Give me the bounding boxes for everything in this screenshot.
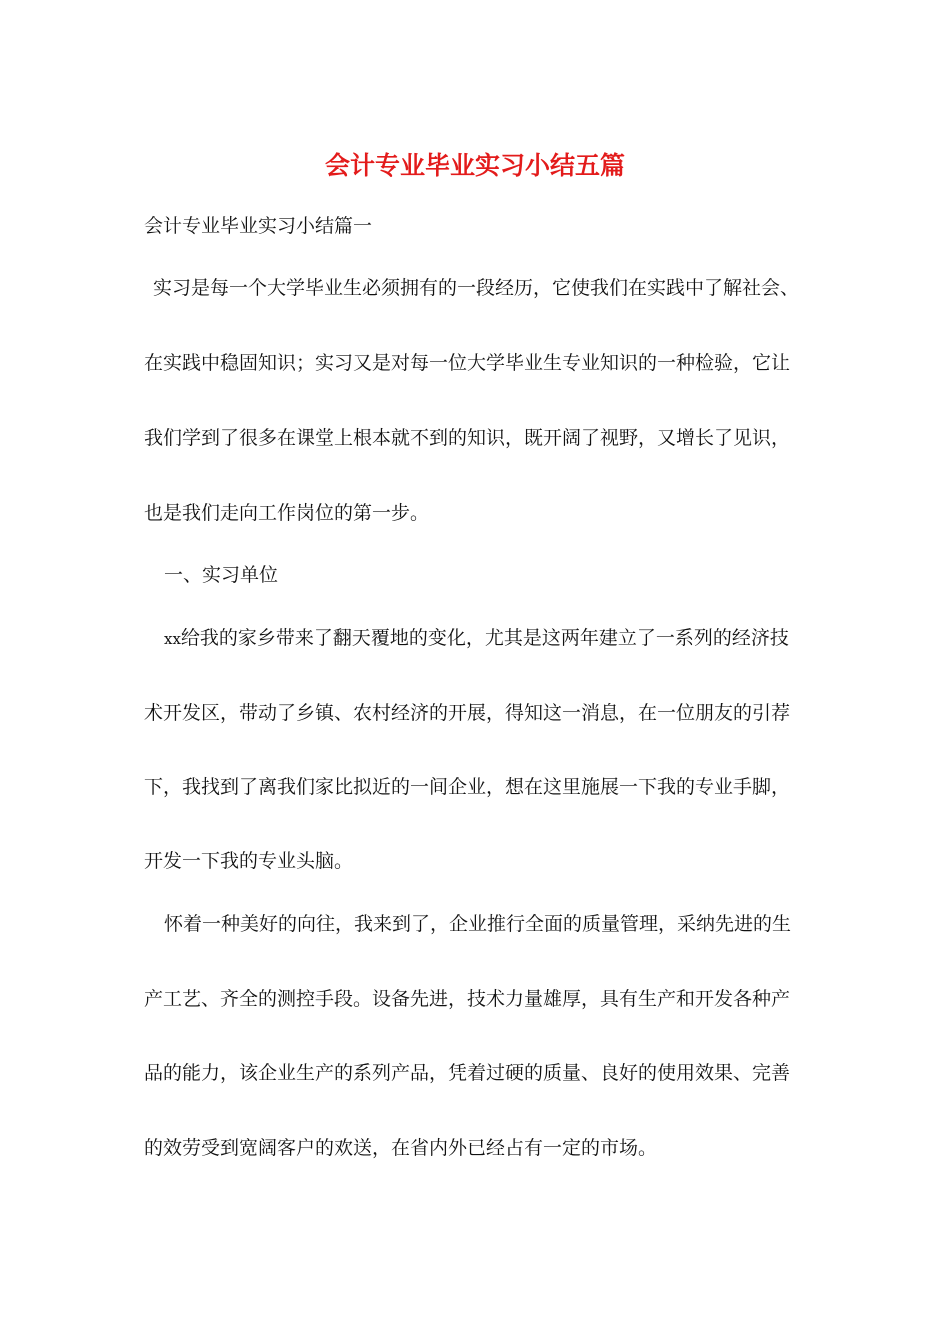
paragraph2-line-3: 下，我找到了离我们家比拟近的一间企业，想在这里施展一下我的专业手脚，: [144, 776, 791, 798]
paragraph2-line-2: 术开发区，带动了乡镇、农村经济的开展，得知这一消息，在一位朋友的引荐: [144, 702, 791, 724]
paragraph2-lead: xx: [164, 630, 181, 648]
paragraph1-line-1: 实习是每一个大学毕业生必须拥有的一段经历，它使我们在实践中了解社会、: [153, 277, 800, 299]
subheading: 一、实习单位: [164, 564, 279, 586]
paragraph2-line-1: [144, 624, 829, 653]
paragraph3-line-1: 怀着一种美好的向往，我来到了，企业推行全面的质量管理，采纳先进的生: [164, 913, 792, 935]
paragraph1-line-3: 我们学到了很多在课堂上根本就不到的知识，既开阔了视野，又增长了见识，: [144, 427, 791, 449]
paragraph2-line-1-text: 给我的家乡带来了翻天覆地的变化，尤其是这两年建立了一系列的经济技: [180, 627, 789, 649]
paragraph2-line-4: 开发一下我的专业头脑。: [144, 850, 354, 872]
paragraph3-line-4: 的效劳受到宽阔客户的欢送，在省内外已经占有一定的市场。: [144, 1137, 658, 1159]
section-heading: 会计专业毕业实习小结篇一: [144, 215, 373, 237]
paragraph1-line-2: 在实践中稳固知识；实习又是对每一位大学毕业生专业知识的一种检验，它让: [144, 352, 791, 374]
paragraph1-line-4: 也是我们走向工作岗位的第一步。: [144, 502, 430, 524]
paragraph3-line-3: 品的能力，该企业生产的系列产品，凭着过硬的质量、良好的使用效果、完善: [144, 1062, 791, 1084]
document-title: 会计专业毕业实习小结五篇: [324, 151, 625, 180]
paragraph3-line-2: 产工艺、齐全的测控手段。设备先进，技术力量雄厚，具有生产和开发各种产: [144, 988, 791, 1010]
